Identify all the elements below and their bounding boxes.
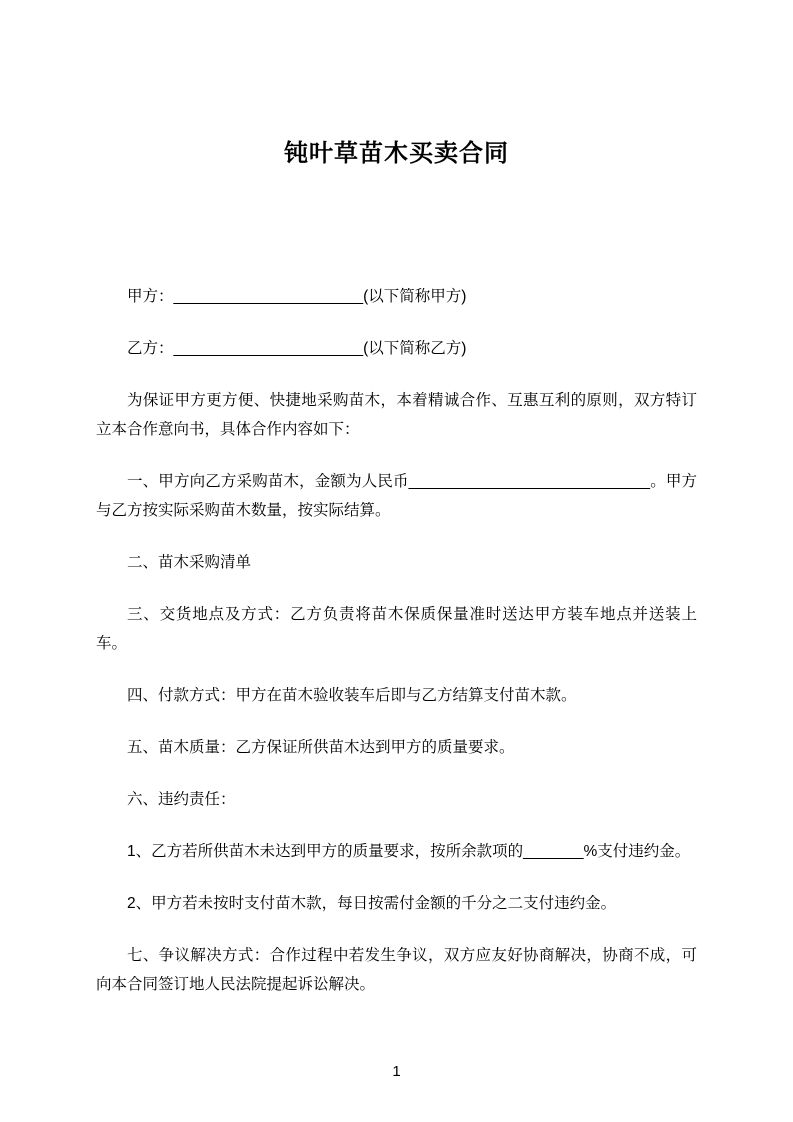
clause-1: 一、甲方向乙方采购苗木，金额为人民币____________________________。甲方与乙方按实际采购苗木数量，按实际结算。 xyxy=(96,473,697,519)
clause-2: 二、苗木采购清单 xyxy=(127,554,252,571)
clause-7: 七、争议解决方式：合作过程中若发生争议，双方应友好协商解决，协商不成，可向本合同签订地人民法院提起诉讼解决。 xyxy=(96,947,697,993)
clause-6: 六、违约责任： xyxy=(127,791,236,808)
page-number: 1 xyxy=(392,1063,401,1080)
clause-4: 四、付款方式：甲方在苗木验收装车后即与乙方结算支付苗木款。 xyxy=(127,687,577,704)
clause-6-item-2: 2、甲方若未按时支付苗木款，每日按需付金额的千分之二支付违约金。 xyxy=(127,895,617,912)
clause-6-item-1: 1、乙方若所供苗木未达到甲方的质量要求，按所余款项的_______%支付违约金。 xyxy=(127,843,691,860)
preamble: 为保证甲方更方便、快捷地采购苗木，本着精诚合作、互惠互利的原则，双方特订立本合作意向书，具体合作内容如下： xyxy=(96,392,697,438)
clause-5: 五、苗木质量：乙方保证所供苗木达到甲方的质量要求。 xyxy=(127,739,515,756)
clause-3: 三、交货地点及方式：乙方负责将苗木保质保量准时送达甲方装车地点并送装上车。 xyxy=(96,606,697,652)
document-title: 钝叶草苗木买卖合同 xyxy=(284,140,509,167)
party-b-line: 乙方：______________________(以下简称乙方) xyxy=(127,340,467,357)
party-a-line: 甲方：______________________(以下简称甲方) xyxy=(127,288,467,305)
